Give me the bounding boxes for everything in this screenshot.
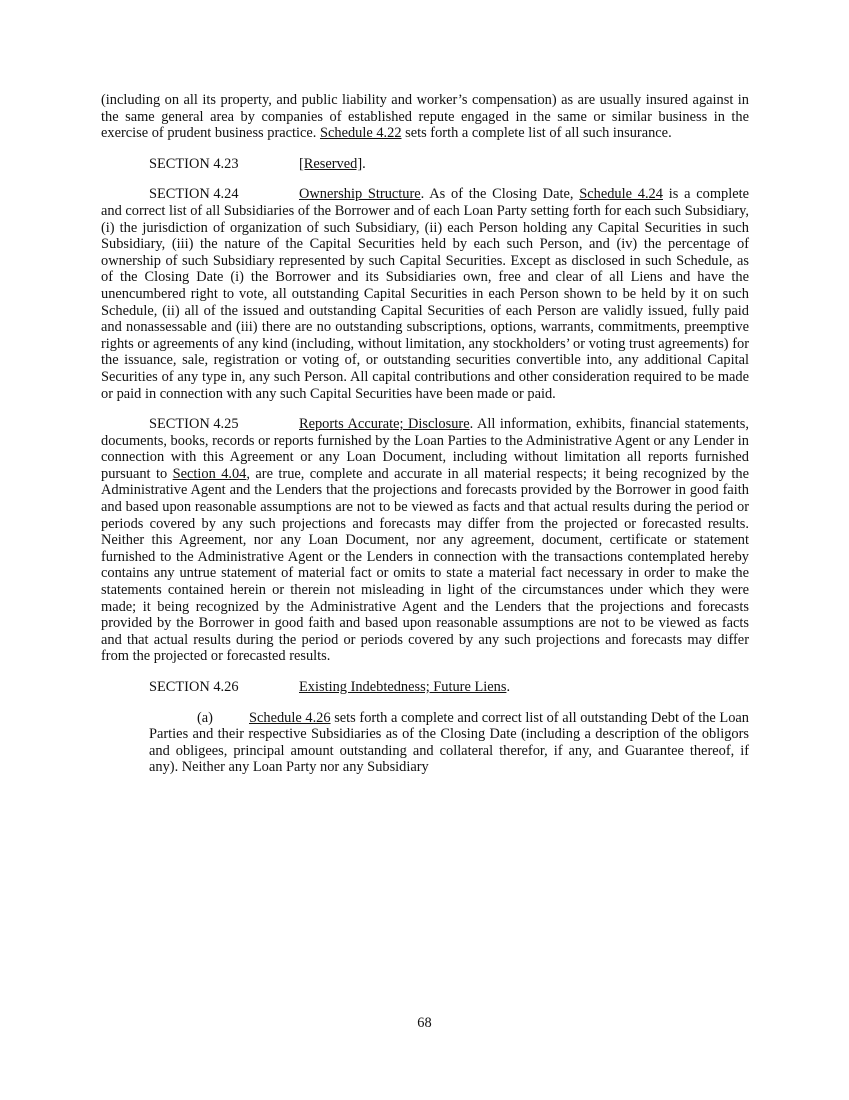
section-4-26-subsection-a	[149, 710, 749, 776]
schedule-4-24-reference: Schedule 4.24	[579, 186, 663, 203]
section-4-23	[101, 156, 749, 173]
section-number: SECTION 4.24	[149, 186, 239, 203]
section-title: Existing Indebtedness; Future Liens	[299, 679, 507, 695]
text-run: sets forth a complete list of all such insurance.	[401, 125, 672, 142]
text-run: . As of the Closing Date,	[420, 186, 580, 203]
section-number: SECTION 4.25	[149, 416, 239, 433]
text-run: (including on all its property, and public liability and worker’s compensation) as are usually insured against in the same general area by companies of established repute engaged in the same or similar business in the exercise of prudent business practice.	[101, 92, 749, 142]
page-number: 68	[417, 1015, 432, 1031]
text-run: .	[362, 155, 366, 172]
insurance-paragraph-continuation	[101, 92, 749, 142]
section-title: [Reserved]	[299, 155, 363, 172]
text-run: .	[506, 679, 511, 695]
section-4-04-reference: Section 4.04	[172, 465, 247, 482]
section-title: Reports Accurate; Disclosure	[299, 416, 470, 433]
text-run: , are true, complete and accurate in all material respects; it being recognized by the Administrative Agent and the Lenders that the projections and forecasts provided by the Borrower in good faith and based upon reasonable assumptions are not to be viewed as facts and that actual results during the period or periods covered by any such projections and forecasts may differ from the projected or forecasted results. Neither this Agreement, nor any Loan Document, nor any agreement, document, certificate or statement furnished to the Administrative Agent or the Lenders in connection with the transactions contemplated hereby contains any untrue statement of material fact or omits to state a material fact necessary in order to make the statements contained herein or therein not misleading in light of the circumstances under which they were made; it being recognized by the Administrative Agent and the Lenders that the projections and forecasts provided by the Borrower in good faith and based upon reasonable assumptions are not to be viewed as facts and that actual results during the period or periods covered by any such projections and forecasts may differ from the projected or forecasted results.	[101, 465, 750, 665]
document-page	[101, 92, 749, 790]
schedule-4-22-reference: Schedule 4.22	[319, 125, 402, 142]
subsection-label: (a)	[197, 709, 213, 726]
section-4-24	[101, 186, 749, 402]
section-number: SECTION 4.23	[149, 155, 239, 172]
text-run: . All information, exhibits, financial statements, documents, books, records or reports furnished by the Loan Parties to the Administrative Agent or any Lender in connection with this Agreement or any Loan Document, including without limitation all reports furnished pursuant to	[101, 416, 749, 482]
section-number: SECTION 4.26	[149, 679, 239, 695]
section-4-25	[101, 416, 749, 665]
section-title: Ownership Structure	[299, 186, 421, 203]
text-run: sets forth a complete and correct list of all outstanding Debt of the Loan Parties and their respective Subsidiaries as of the Closing Date (including a description of the obligors and obligees, principal amount outstanding and collateral therefor, if any, and Guarantee thereof, if any). Neither any Loan Party nor any Subsidiary	[149, 709, 749, 776]
schedule-4-26-reference: Schedule 4.26	[249, 709, 331, 726]
text-run: is a complete and correct list of all Subsidiaries of the Borrower and of each Loan Party setting forth for each such Subsidiary, (i) the jurisdiction of organization of such Subsidiary, (ii) each Person holding any Capital Securities in such Subsidiary, (iii) the nature of the Capital Securities held by each such Person, and (iv) the percentage of ownership of such Subsidiary represented by such Capital Securities. Except as disclosed in such Schedule, as of the Closing Date (i) the Borrower and its Subsidiaries own, free and clear of all Liens and have the unencumbered right to vote, all outstanding Capital Securities in each Person shown to be held by it on such Schedule, (ii) all of the issued and outstanding Capital Securities of each Person are validly issued, fully paid and nonassessable and (iii) there are no outstanding subscriptions, options, warrants, commitments, preemptive rights or agreements of any kind (including, without limitation, any stockholders’ or voting trust agreements) for the issuance, sale, registration or voting of, or outstanding securities convertible into, any additional Capital Securities of any type in, any such Person. All capital contributions and other consideration required to be made or paid in connection with any such Capital Securities have been made or paid.	[101, 186, 750, 402]
section-4-26	[101, 679, 749, 696]
